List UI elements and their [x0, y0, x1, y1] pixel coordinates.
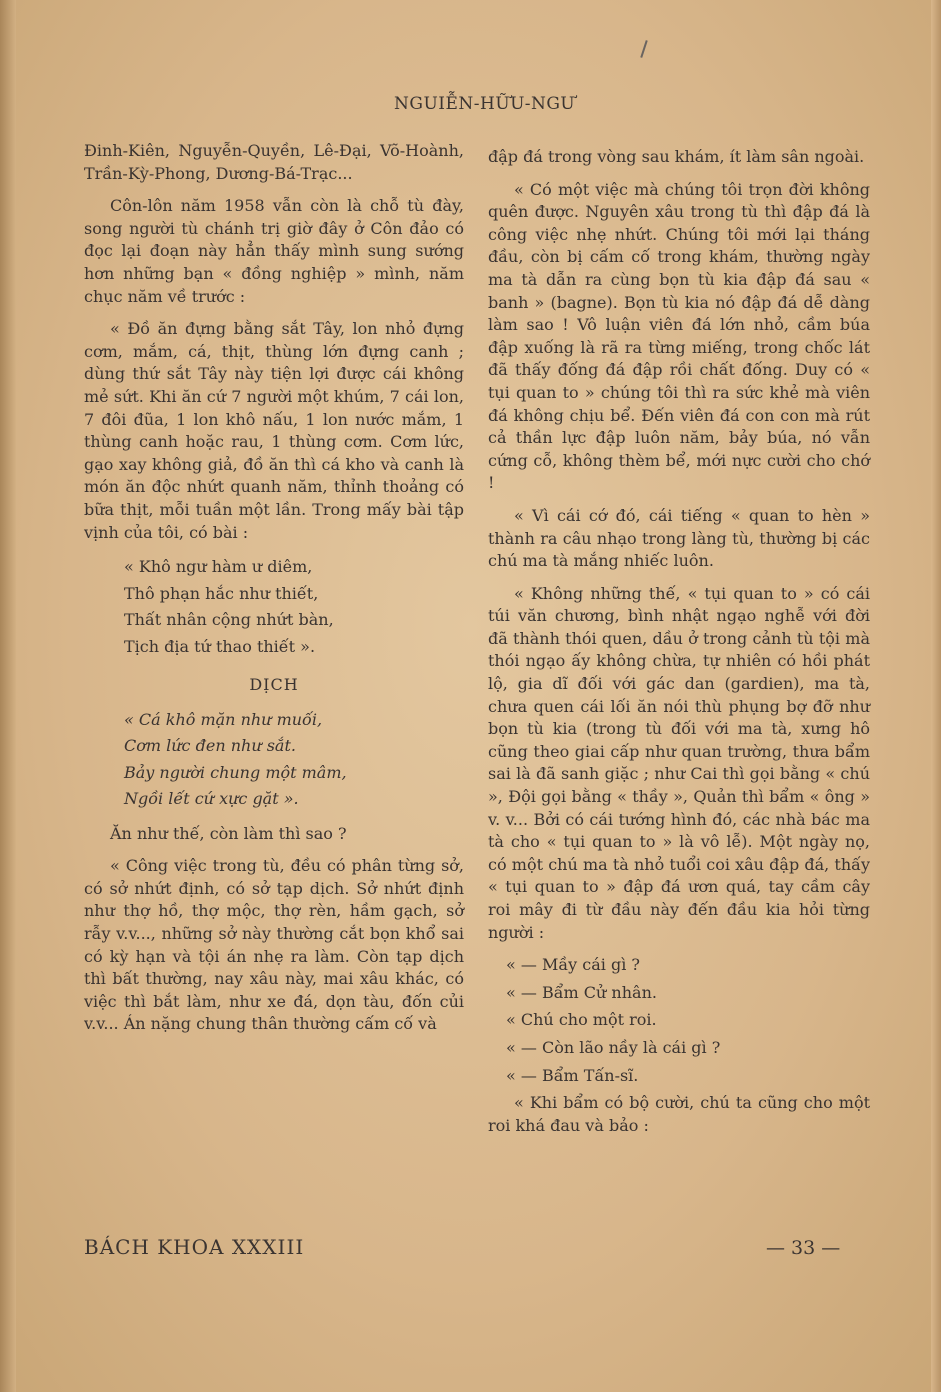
poem [124, 554, 464, 660]
page-edge-left [0, 0, 16, 1392]
right-column [488, 146, 870, 1147]
paragraph: Đinh-Kiên, Nguyễn-Quyền, Lê-Đại, Võ-Hoành, Trần-Kỳ-Phong, Dương-Bá-Trạc... [84, 141, 464, 183]
page-number: — 33 — [766, 1237, 841, 1259]
translation-line: Ngồi lết cứ xực gặt ». [124, 789, 299, 809]
paragraph: Côn-lôn năm 1958 vẫn còn là chỗ tù đày, song người tù chánh trị giờ đây ở Côn đảo có đọc lại đoạn này hẳn thấy mình sung sướng hơn những bạn « đồng nghiệp » mình, năm chục năm về trước : [84, 196, 464, 306]
paragraph: « Đồ ăn đựng bằng sắt Tây, lon nhỏ đựng cơm, mắm, cá, thịt, thùng lớn đựng canh ; dùng thứ sắt Tây này tiện lợi được cái không mẻ sứt. Khi ăn cứ 7 người một khúm, 7 cái lon, 7 đôi đũa, 1 lon khô nấu, 1 lon nước mắm, 1 thùng canh hoặc rau, 1 thùng cơm. Cơm lức, gạo xay không giả, đồ ăn thì cá kho và canh là món ăn độc nhứt quanh năm, thỉnh thoảng có bữa thịt, mỗi tuần một lần. Trong mấy bài tập vịnh của tôi, có bài : [84, 319, 464, 542]
translation-heading: DỊCH [249, 675, 299, 695]
poem-translation [124, 707, 464, 813]
paragraph: « Khi bẩm có bộ cười, chú ta cũng cho một roi khá đau và bảo : [488, 1093, 870, 1135]
dialog-line: « — Còn lão nầy là cái gì ? [506, 1037, 721, 1057]
paragraph: Ăn như thế, còn làm thì sao ? [110, 823, 347, 843]
poem-line: Thô phạn hắc như thiết, [124, 583, 319, 603]
paragraph: « Công việc trong tù, đều có phân từng sở, có sở nhứt định, có sở tạp dịch. Sở nhứt định như thợ hồ, thợ mộc, thợ rèn, hầm gạch, sở rẫy v.v..., những sở này thường cắt bọn khổ sai có kỳ hạn và tội án nhẹ ra làm. Còn tạp dịch thì bất thường, nay xâu này, mai xâu khác, có việc thì bắt làm, như xe đá, dọn tàu, đốn củi v.v... Án nặng chung thân thường cấm cố và [84, 856, 464, 1034]
page-edge-right [931, 0, 941, 1392]
dialog-line: « — Mầy cái gì ? [506, 955, 640, 975]
paragraph: đập đá trong vòng sau khám, ít làm sân ngoài. [488, 147, 865, 166]
magazine-title: BÁCH KHOA XXXIII [84, 1235, 305, 1259]
paragraph: « Có một việc mà chúng tôi trọn đời không quên được. Nguyên xâu trong tù thì đập đá là công việc nhẹ nhứt. Chúng tôi mới lại tháng đầu, còn bị cấm cố trong khám, thường ngày ma tà dẫn ra cùng bọn tù kia đập đá sau « banh » (bagne). Bọn tù kia nó đập đá dễ dàng làm sao ! Vô luận viên đá lớn nhỏ, cầm búa đập xuống là rã ra từng miếng, trong chốc lát đã thấy đống đá đập rồi chất đống. Duy có « tụi quan to » chúng tôi thì ra sức khẻ mà viên đá không chịu bể. Đến viên đá con con mà rút cả thần lực đập luôn năm, bảy búa, nó vẫn cứng cỗ, không thèm bể, mới nực cười cho chớ ! [488, 179, 870, 493]
dialog [488, 954, 870, 1087]
dialog-line: « — Bẩm Cử nhân. [506, 982, 657, 1002]
poem-line: Thất nhân cộng nhứt bàn, [124, 610, 334, 630]
translation-line: Bảy người chung một mâm, [124, 762, 347, 782]
paragraph: « Không những thế, « tụi quan to » có cái túi văn chương, bình nhật ngạo nghễ với đời đã thành thói quen, dầu ở trong cảnh tù tội mà thói ngạo ấy không chừa, tự nhiên có hồi phát lộ, gia dĩ đối với gác dan (gardien), ma tà, chưa quen cái lối ăn nói thù phụng bợ đỡ như bọn tù kia (trong tù đối với ma tà, xưng hô cũng theo giai cấp như quan trường, thưa bẩm sai là đã sanh giặc ; như Cai thì gọi bằng « chú », Đội gọi bằng « thầy », Quản thì bẩm « ông » v. v... Bởi có cái tướng hình đó, các nhà bác ma tà cho « tụi quan to » là vô lễ). Một ngày nọ, có một chú ma tà nhỏ tuổi coi xâu đập đá, thấy « tụi quan to » đập đá ươn quá, tay cầm cây roi mây đi từ đầu này đến đầu kia hỏi từng người : [488, 583, 870, 942]
translation-line: Cơm lức đen như sắt. [124, 736, 296, 756]
dialog-line: « — Bẩm Tấn-sĩ. [506, 1065, 639, 1085]
page-header-author: NGUIỄN-HỮU-NGƯ [394, 94, 576, 114]
dialog-line: « Chú cho một roi. [506, 1010, 657, 1030]
poem-line: « Khô ngư hàm ư diêm, [124, 557, 313, 577]
poem-line: Tịch địa tứ thao thiết ». [124, 636, 316, 656]
left-column [84, 140, 464, 1046]
translation-line: « Cá khô mặn như muối, [124, 709, 323, 729]
paragraph: « Vì cái cớ đó, cái tiếng « quan to hèn » thành ra câu nhạo trong làng tù, thường bị các chú ma tà mắng nhiếc luôn. [488, 505, 870, 571]
